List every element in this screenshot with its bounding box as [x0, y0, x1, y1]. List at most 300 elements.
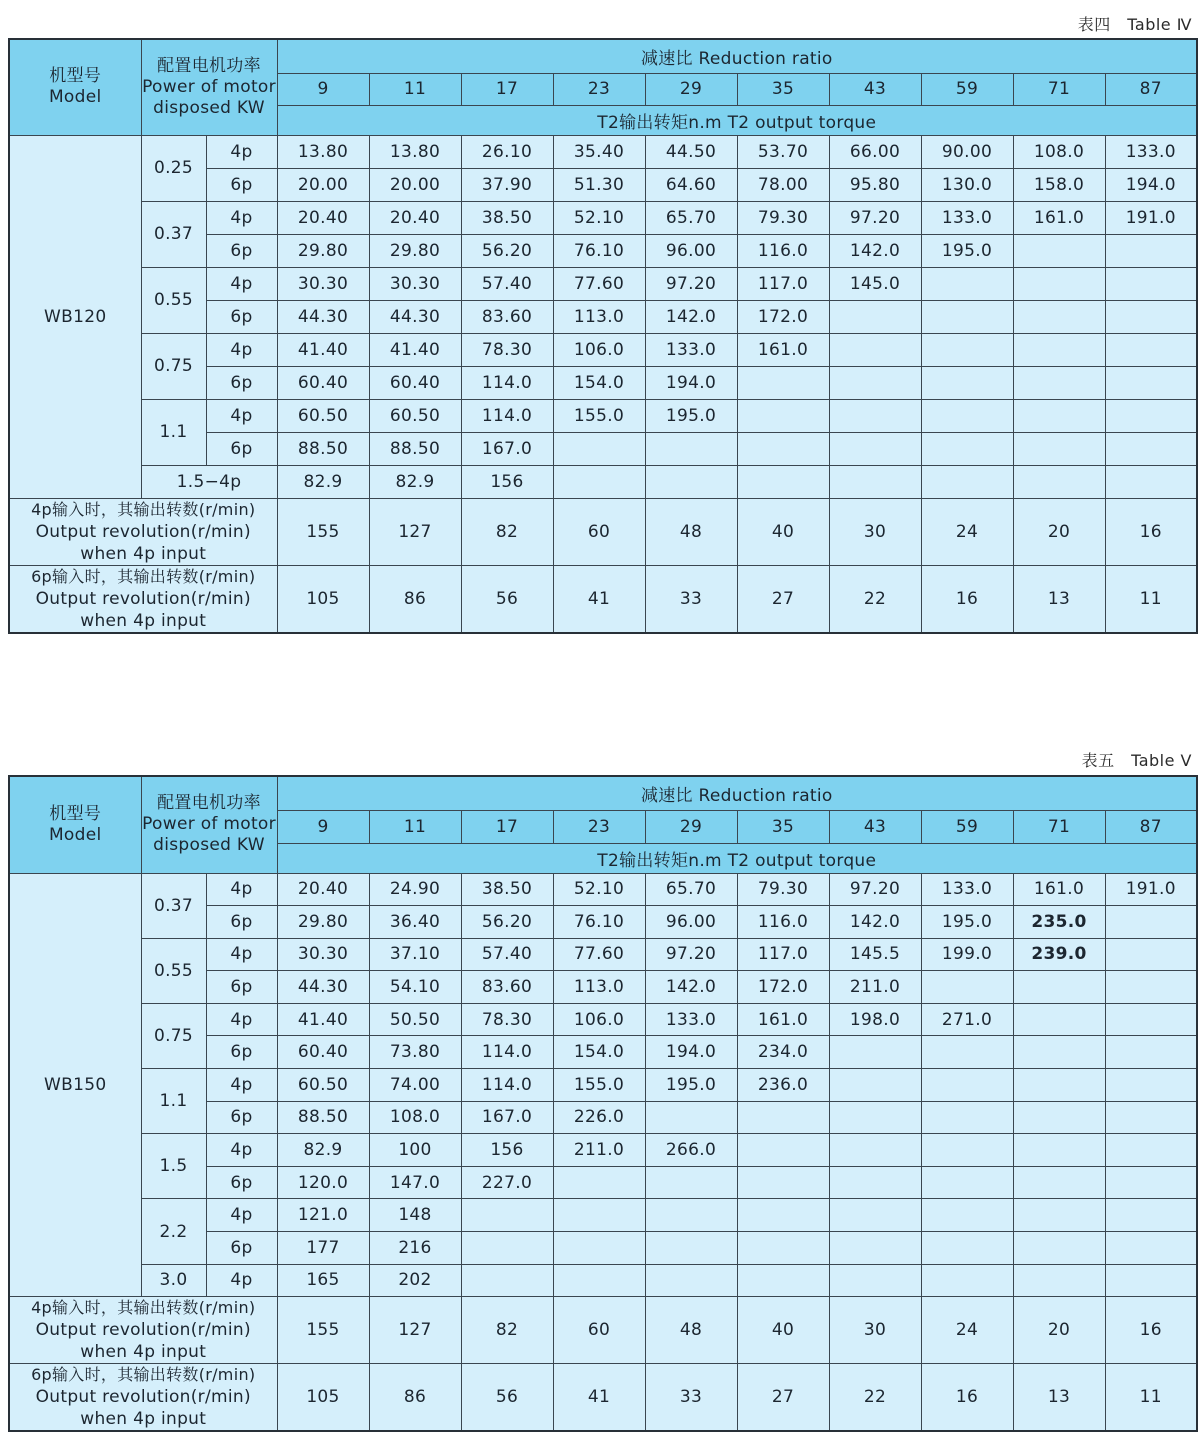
power-pole-label: 1.5−4p — [141, 465, 277, 498]
torque-cell — [645, 1232, 737, 1265]
torque-cell — [645, 1264, 737, 1297]
torque-cell: 35.40 — [553, 135, 645, 168]
output-revolution-label-zh: 4p输入时，其输出转数(r/min) — [31, 1298, 256, 1318]
torque-cell: 30.30 — [277, 267, 369, 300]
torque-cell: 65.70 — [645, 873, 737, 906]
revolution-cell: 48 — [645, 1297, 737, 1364]
torque-cell: 116.0 — [737, 906, 829, 939]
pole-label: 6p — [206, 1232, 277, 1265]
table-row — [9, 938, 1197, 971]
torque-cell: 24.90 — [369, 873, 461, 906]
torque-cell — [1105, 432, 1197, 465]
table-iv-wrapper — [8, 38, 1194, 634]
torque-cell — [1105, 1134, 1197, 1167]
torque-cell: 56.20 — [461, 906, 553, 939]
torque-cell: 78.30 — [461, 1003, 553, 1036]
torque-cell — [737, 1101, 829, 1134]
torque-cell — [737, 1166, 829, 1199]
torque-cell — [737, 399, 829, 432]
torque-cell: 148 — [369, 1199, 461, 1232]
torque-cell: 172.0 — [737, 971, 829, 1004]
torque-cell — [645, 432, 737, 465]
torque-cell: 83.60 — [461, 300, 553, 333]
revolution-cell: 41 — [553, 565, 645, 633]
pole-label: 4p — [206, 135, 277, 168]
torque-cell: 57.40 — [461, 267, 553, 300]
table-row — [9, 135, 1197, 168]
table-row — [9, 201, 1197, 234]
torque-cell: 156 — [461, 465, 553, 498]
revolution-cell: 82 — [461, 498, 553, 565]
torque-cell — [921, 333, 1013, 366]
torque-cell: 133.0 — [645, 1003, 737, 1036]
torque-cell: 133.0 — [921, 873, 1013, 906]
torque-cell: 60.40 — [369, 366, 461, 399]
revolution-cell: 40 — [737, 1297, 829, 1364]
torque-cell: 83.60 — [461, 971, 553, 1004]
torque-cell — [1013, 267, 1105, 300]
table-v-caption: 表五 Table Ⅴ — [1081, 751, 1192, 770]
revolution-cell: 105 — [277, 565, 369, 633]
pole-label: 4p — [206, 1003, 277, 1036]
torque-cell: 13.80 — [277, 135, 369, 168]
revolution-cell: 105 — [277, 1364, 369, 1432]
ratio-cell: 71 — [1013, 810, 1105, 843]
torque-cell: 65.70 — [645, 201, 737, 234]
torque-cell: 216 — [369, 1232, 461, 1265]
ratio-cell: 35 — [737, 810, 829, 843]
torque-cell: 88.50 — [369, 432, 461, 465]
torque-cell: 266.0 — [645, 1134, 737, 1167]
revolution-cell: 11 — [1105, 1364, 1197, 1432]
power-value: 0.55 — [141, 938, 206, 1003]
torque-cell — [1013, 1069, 1105, 1102]
torque-cell: 44.30 — [277, 971, 369, 1004]
output-torque-header: T2输出转矩n.m T2 output torque — [277, 843, 1197, 873]
torque-cell: 60.40 — [277, 366, 369, 399]
torque-cell — [1013, 1036, 1105, 1069]
torque-cell: 97.20 — [829, 873, 921, 906]
model-name: WB150 — [9, 873, 141, 1297]
torque-cell: 20.40 — [277, 201, 369, 234]
torque-cell: 227.0 — [461, 1166, 553, 1199]
torque-cell: 95.80 — [829, 168, 921, 201]
power-header-unit: disposed KW — [153, 97, 265, 118]
torque-cell — [829, 300, 921, 333]
table-v-wrapper — [8, 775, 1194, 1432]
table-row — [9, 1199, 1197, 1232]
output-revolution-label — [9, 1364, 277, 1432]
output-revolution-row — [9, 565, 1197, 633]
ratio-cell: 43 — [829, 810, 921, 843]
torque-cell: 82.9 — [277, 465, 369, 498]
torque-cell: 41.40 — [277, 333, 369, 366]
output-revolution-label-zh: 4p输入时，其输出转数(r/min) — [31, 499, 256, 519]
model-header — [9, 776, 141, 873]
torque-cell — [829, 1069, 921, 1102]
table-row — [9, 399, 1197, 432]
ratio-cell: 11 — [369, 810, 461, 843]
torque-cell: 195.0 — [921, 234, 1013, 267]
torque-cell: 161.0 — [737, 333, 829, 366]
torque-cell — [1013, 366, 1105, 399]
torque-cell — [737, 1199, 829, 1232]
revolution-cell: 60 — [553, 1297, 645, 1364]
pole-label: 4p — [206, 1134, 277, 1167]
torque-cell — [1105, 366, 1197, 399]
torque-cell: 191.0 — [1105, 201, 1197, 234]
torque-cell: 167.0 — [461, 432, 553, 465]
torque-cell: 97.20 — [645, 267, 737, 300]
ratio-cell: 29 — [645, 810, 737, 843]
table-row — [9, 465, 1197, 498]
torque-cell — [737, 1134, 829, 1167]
torque-cell: 161.0 — [1013, 201, 1105, 234]
torque-cell: 76.10 — [553, 906, 645, 939]
torque-cell: 194.0 — [645, 1036, 737, 1069]
torque-cell: 195.0 — [921, 906, 1013, 939]
torque-cell: 145.0 — [829, 267, 921, 300]
torque-cell: 96.00 — [645, 234, 737, 267]
torque-cell: 41.40 — [277, 1003, 369, 1036]
torque-cell: 29.80 — [277, 234, 369, 267]
revolution-cell: 13 — [1013, 1364, 1105, 1432]
revolution-cell: 48 — [645, 498, 737, 565]
torque-cell — [553, 1166, 645, 1199]
torque-cell: 88.50 — [277, 432, 369, 465]
torque-cell: 154.0 — [553, 1036, 645, 1069]
torque-cell — [921, 432, 1013, 465]
torque-cell — [1105, 1003, 1197, 1036]
torque-cell: 88.50 — [277, 1101, 369, 1134]
torque-cell — [461, 1232, 553, 1265]
torque-cell — [645, 465, 737, 498]
torque-cell: 271.0 — [921, 1003, 1013, 1036]
torque-cell — [1105, 971, 1197, 1004]
torque-cell: 172.0 — [737, 300, 829, 333]
torque-cell — [829, 1101, 921, 1134]
revolution-cell: 24 — [921, 498, 1013, 565]
torque-cell: 20.00 — [277, 168, 369, 201]
output-revolution-row — [9, 498, 1197, 565]
torque-cell — [921, 1036, 1013, 1069]
torque-cell: 78.00 — [737, 168, 829, 201]
torque-cell: 211.0 — [829, 971, 921, 1004]
torque-cell: 41.40 — [369, 333, 461, 366]
torque-cell — [1013, 1003, 1105, 1036]
ratio-cell: 29 — [645, 73, 737, 105]
torque-cell: 161.0 — [1013, 873, 1105, 906]
torque-cell: 113.0 — [553, 971, 645, 1004]
torque-cell — [461, 1264, 553, 1297]
revolution-cell: 127 — [369, 1297, 461, 1364]
torque-cell: 108.0 — [369, 1101, 461, 1134]
output-revolution-label-zh: 6p输入时，其输出转数(r/min) — [31, 566, 256, 586]
torque-cell — [1105, 267, 1197, 300]
torque-cell — [829, 1264, 921, 1297]
power-value: 1.5 — [141, 1134, 206, 1199]
torque-cell — [921, 1232, 1013, 1265]
table5-table — [8, 775, 1198, 1432]
torque-cell — [921, 1069, 1013, 1102]
torque-cell: 79.30 — [737, 201, 829, 234]
ratio-cell: 9 — [277, 73, 369, 105]
torque-cell — [829, 1232, 921, 1265]
revolution-cell: 86 — [369, 565, 461, 633]
torque-cell: 64.60 — [645, 168, 737, 201]
torque-cell: 44.30 — [277, 300, 369, 333]
pole-label: 6p — [206, 168, 277, 201]
table-row — [9, 1069, 1197, 1102]
revolution-cell: 16 — [921, 1364, 1013, 1432]
torque-cell: 167.0 — [461, 1101, 553, 1134]
header-row — [9, 776, 1197, 810]
torque-cell — [1013, 1264, 1105, 1297]
output-torque-header: T2输出转矩n.m T2 output torque — [277, 105, 1197, 135]
torque-cell — [1105, 234, 1197, 267]
torque-cell: 191.0 — [1105, 873, 1197, 906]
torque-cell: 60.50 — [277, 1069, 369, 1102]
power-value: 1.1 — [141, 399, 206, 465]
pole-label: 6p — [206, 1036, 277, 1069]
torque-cell: 234.0 — [737, 1036, 829, 1069]
torque-cell: 53.70 — [737, 135, 829, 168]
torque-cell: 76.10 — [553, 234, 645, 267]
torque-cell: 78.30 — [461, 333, 553, 366]
torque-cell: 161.0 — [737, 1003, 829, 1036]
torque-cell: 235.0 — [1013, 906, 1105, 939]
torque-cell: 142.0 — [829, 234, 921, 267]
torque-cell — [1013, 1101, 1105, 1134]
torque-cell — [1105, 1232, 1197, 1265]
torque-cell: 198.0 — [829, 1003, 921, 1036]
torque-cell — [553, 1199, 645, 1232]
torque-cell — [921, 465, 1013, 498]
revolution-cell: 20 — [1013, 1297, 1105, 1364]
pole-label: 6p — [206, 432, 277, 465]
revolution-cell: 24 — [921, 1297, 1013, 1364]
output-revolution-label — [9, 1297, 277, 1364]
torque-cell — [1105, 1264, 1197, 1297]
torque-cell: 60.50 — [277, 399, 369, 432]
torque-cell — [1013, 234, 1105, 267]
power-value: 3.0 — [141, 1264, 206, 1297]
torque-cell: 145.5 — [829, 938, 921, 971]
torque-cell — [737, 1264, 829, 1297]
revolution-cell: 22 — [829, 1364, 921, 1432]
torque-cell: 108.0 — [1013, 135, 1105, 168]
torque-cell: 121.0 — [277, 1199, 369, 1232]
torque-cell: 51.30 — [553, 168, 645, 201]
output-revolution-label — [9, 498, 277, 565]
pole-label: 6p — [206, 366, 277, 399]
torque-cell — [829, 1036, 921, 1069]
torque-cell: 117.0 — [737, 267, 829, 300]
power-header-unit: disposed KW — [153, 835, 265, 856]
torque-cell — [1013, 333, 1105, 366]
torque-cell: 156 — [461, 1134, 553, 1167]
torque-cell — [1105, 1069, 1197, 1102]
model-header-en: Model — [48, 824, 102, 845]
output-revolution-label-en: Output revolution(r/min) when 4p input — [35, 1320, 251, 1363]
torque-cell: 60.50 — [369, 399, 461, 432]
torque-cell: 158.0 — [1013, 168, 1105, 201]
torque-cell: 38.50 — [461, 873, 553, 906]
torque-cell: 120.0 — [277, 1166, 369, 1199]
torque-cell — [829, 432, 921, 465]
torque-cell: 38.50 — [461, 201, 553, 234]
table-iv-caption: 表四 Table Ⅳ — [1077, 15, 1192, 34]
torque-cell: 113.0 — [553, 300, 645, 333]
torque-cell — [1013, 432, 1105, 465]
torque-cell — [1013, 1199, 1105, 1232]
torque-cell: 194.0 — [645, 366, 737, 399]
ratio-cell: 87 — [1105, 73, 1197, 105]
torque-cell: 90.00 — [921, 135, 1013, 168]
output-revolution-row — [9, 1297, 1197, 1364]
torque-cell: 73.80 — [369, 1036, 461, 1069]
reduction-ratio-header: 减速比 Reduction ratio — [277, 776, 1197, 810]
output-revolution-label-en: Output revolution(r/min) when 4p input — [35, 588, 251, 631]
torque-cell — [921, 1134, 1013, 1167]
torque-cell: 117.0 — [737, 938, 829, 971]
pole-label: 4p — [206, 1069, 277, 1102]
torque-cell: 155.0 — [553, 399, 645, 432]
torque-cell — [1105, 1199, 1197, 1232]
torque-cell — [737, 465, 829, 498]
pole-label: 6p — [206, 971, 277, 1004]
torque-cell: 100 — [369, 1134, 461, 1167]
torque-cell: 66.00 — [829, 135, 921, 168]
ratio-cell: 87 — [1105, 810, 1197, 843]
torque-cell: 50.50 — [369, 1003, 461, 1036]
table-row — [9, 1134, 1197, 1167]
torque-cell: 74.00 — [369, 1069, 461, 1102]
pole-label: 4p — [206, 938, 277, 971]
model-name: WB120 — [9, 135, 141, 498]
power-header-zh: 配置电机功率 — [157, 55, 261, 76]
torque-cell: 114.0 — [461, 1036, 553, 1069]
power-value: 0.37 — [141, 201, 206, 267]
ratio-cell: 11 — [369, 73, 461, 105]
torque-cell — [645, 1199, 737, 1232]
torque-cell: 30.30 — [277, 938, 369, 971]
ratio-cell: 17 — [461, 73, 553, 105]
revolution-cell: 41 — [553, 1364, 645, 1432]
torque-cell: 194.0 — [1105, 168, 1197, 201]
torque-cell — [645, 1101, 737, 1134]
revolution-cell: 16 — [921, 565, 1013, 633]
torque-cell — [829, 366, 921, 399]
torque-cell — [921, 971, 1013, 1004]
power-header — [141, 776, 277, 873]
power-value: 2.2 — [141, 1199, 206, 1264]
revolution-cell: 30 — [829, 1297, 921, 1364]
table4-table — [8, 38, 1198, 634]
torque-cell — [829, 1166, 921, 1199]
torque-cell — [921, 300, 1013, 333]
torque-cell: 142.0 — [645, 971, 737, 1004]
revolution-cell: 27 — [737, 565, 829, 633]
pole-label: 4p — [206, 267, 277, 300]
torque-cell: 54.10 — [369, 971, 461, 1004]
torque-cell: 106.0 — [553, 1003, 645, 1036]
revolution-cell: 33 — [645, 565, 737, 633]
ratio-cell: 17 — [461, 810, 553, 843]
torque-cell: 36.40 — [369, 906, 461, 939]
torque-cell — [737, 366, 829, 399]
torque-cell: 116.0 — [737, 234, 829, 267]
torque-cell: 96.00 — [645, 906, 737, 939]
output-revolution-label — [9, 565, 277, 633]
torque-cell — [1013, 300, 1105, 333]
torque-cell: 177 — [277, 1232, 369, 1265]
torque-cell — [921, 1199, 1013, 1232]
torque-cell — [829, 399, 921, 432]
torque-cell — [829, 1199, 921, 1232]
ratio-cell: 71 — [1013, 73, 1105, 105]
torque-cell: 142.0 — [645, 300, 737, 333]
torque-cell — [737, 1232, 829, 1265]
torque-cell — [1013, 1166, 1105, 1199]
pole-label: 4p — [206, 1199, 277, 1232]
torque-cell: 20.40 — [369, 201, 461, 234]
revolution-cell: 40 — [737, 498, 829, 565]
torque-cell — [553, 1232, 645, 1265]
torque-cell: 165 — [277, 1264, 369, 1297]
torque-cell — [1105, 1166, 1197, 1199]
torque-cell — [921, 366, 1013, 399]
revolution-cell: 56 — [461, 1364, 553, 1432]
torque-cell — [829, 333, 921, 366]
power-value: 1.1 — [141, 1069, 206, 1134]
revolution-cell: 13 — [1013, 565, 1105, 633]
torque-cell — [829, 465, 921, 498]
torque-cell: 79.30 — [737, 873, 829, 906]
torque-cell — [1105, 906, 1197, 939]
torque-cell: 114.0 — [461, 366, 553, 399]
torque-cell — [1013, 399, 1105, 432]
torque-cell: 29.80 — [369, 234, 461, 267]
torque-cell — [1105, 333, 1197, 366]
torque-cell: 52.10 — [553, 873, 645, 906]
torque-cell: 154.0 — [553, 366, 645, 399]
torque-cell — [1013, 1134, 1105, 1167]
torque-cell — [921, 1166, 1013, 1199]
table-row — [9, 267, 1197, 300]
torque-cell — [737, 432, 829, 465]
torque-cell: 20.00 — [369, 168, 461, 201]
model-header-en: Model — [48, 87, 102, 108]
power-value: 0.55 — [141, 267, 206, 333]
table-row — [9, 1003, 1197, 1036]
ratio-cell: 43 — [829, 73, 921, 105]
torque-cell — [461, 1199, 553, 1232]
torque-cell: 239.0 — [1013, 938, 1105, 971]
torque-cell — [1105, 300, 1197, 333]
torque-cell: 30.30 — [369, 267, 461, 300]
revolution-cell: 86 — [369, 1364, 461, 1432]
revolution-cell: 16 — [1105, 498, 1197, 565]
power-value: 0.37 — [141, 873, 206, 938]
revolution-cell: 127 — [369, 498, 461, 565]
table-row — [9, 333, 1197, 366]
power-header — [141, 39, 277, 135]
torque-cell: 147.0 — [369, 1166, 461, 1199]
torque-cell: 44.50 — [645, 135, 737, 168]
torque-cell — [921, 399, 1013, 432]
torque-cell: 114.0 — [461, 1069, 553, 1102]
